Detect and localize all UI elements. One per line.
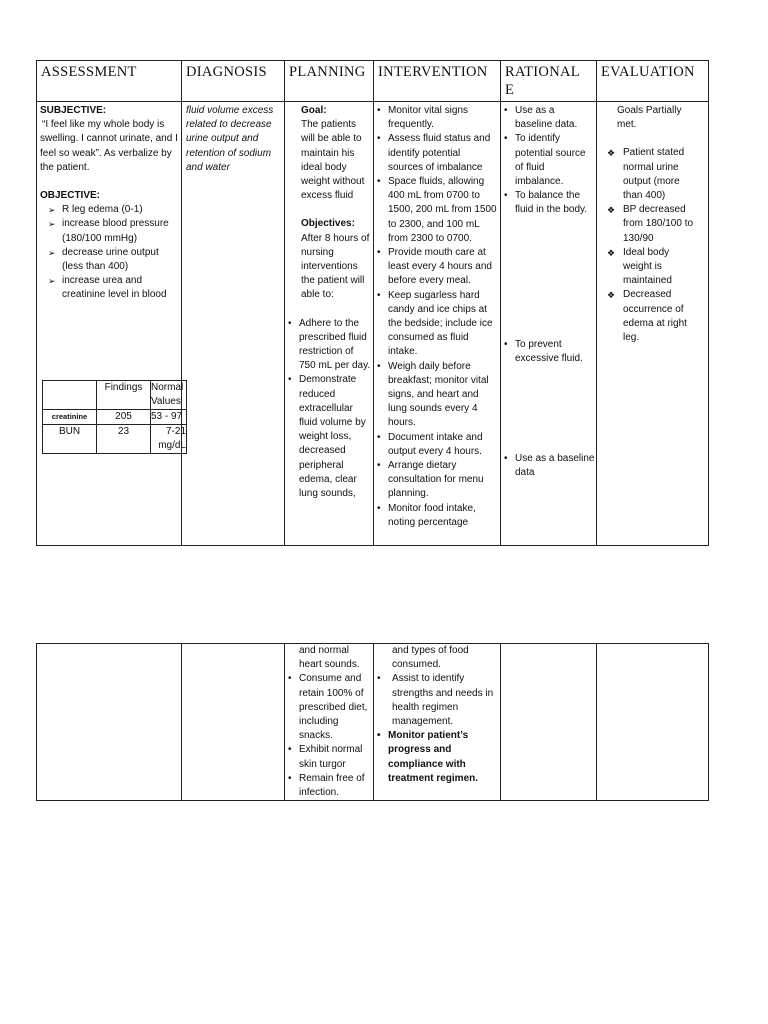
objective-title: OBJECTIVE: — [40, 190, 101, 202]
goal-title: Goal: — [301, 105, 327, 116]
rationale-cell — [501, 102, 597, 546]
list-item: • Monitor vital signs frequently. — [374, 104, 498, 132]
list-item: • Remain free of infection. — [285, 772, 371, 800]
header-row — [37, 61, 709, 102]
content-row — [37, 102, 709, 546]
list-item: ➢ increase blood pressure (180/100 mmHg) — [40, 217, 178, 245]
intervention-cell — [374, 102, 501, 546]
list-item: • Document intake and output every 4 hours. — [374, 431, 498, 459]
list-item: • Provide mouth care at least every 4 hours and before every meal. — [374, 246, 498, 289]
list-item: ❖ Ideal body weight is maintained — [597, 246, 700, 289]
goal-text: The patients will be able to maintain his ideal body weight without excess fluid — [301, 119, 365, 202]
lab-header-blank — [43, 381, 97, 410]
header-evaluation: EVALUATION — [597, 61, 709, 102]
list-item: ❖ BP decreased from 180/100 to 130/90 — [597, 203, 700, 246]
diagnosis-cell — [182, 644, 285, 801]
list-item: • Exhibit normal skin turgor — [285, 743, 371, 771]
lab-normal: 53 - 97 — [151, 410, 187, 425]
list-item: ➢ R leg edema (0-1) — [40, 203, 178, 217]
objectives-title: Objectives: — [301, 218, 355, 230]
diagnosis-text: fluid volume excess related to decrease urine output and retention of sodium and water — [186, 105, 274, 173]
lab-test-name: BUN — [43, 425, 97, 454]
intervention-continuation: and types of food consumed. — [392, 645, 469, 671]
list-item: • Weigh daily before breakfast; monitor vital signs, and heart and lung sounds every 4 hours. — [374, 360, 498, 431]
lab-header-findings: Findings — [97, 381, 151, 410]
evaluation-cell — [597, 644, 709, 801]
rationale-list-3 — [501, 452, 595, 480]
lab-table — [42, 380, 187, 454]
objective-list — [40, 203, 178, 302]
rationale-cell — [501, 644, 597, 801]
list-item: • To identify potential source of fluid imbalance. — [501, 132, 594, 189]
assessment-cell — [37, 102, 186, 546]
list-item: • Assist to identify strengths and needs in health regimen management. — [374, 672, 498, 729]
header-intervention: INTERVENTION — [374, 61, 501, 102]
planning-cell — [285, 102, 374, 546]
list-item: • Monitor food intake, noting percentage — [374, 502, 498, 530]
header-planning: PLANNING — [285, 61, 374, 102]
header-diagnosis: DIAGNOSIS — [182, 61, 285, 102]
evaluation-cell — [597, 102, 709, 546]
subjective-title: SUBJECTIVE: — [40, 105, 107, 116]
list-item: • Arrange dietary consultation for menu planning. — [374, 459, 498, 502]
lab-normal: 7-21 mg/dL — [151, 425, 187, 454]
evaluation-list — [597, 146, 706, 345]
planning-list — [285, 317, 371, 502]
list-item: ➢ increase urea and creatinine level in blood — [40, 274, 178, 302]
list-item: • Use as a baseline data. — [501, 104, 594, 132]
list-item: ➢ decrease urine output (less than 400) — [40, 246, 178, 274]
objectives-text: After 8 hours of nursing interventions the patient will able to: — [301, 232, 370, 301]
list-item: • Use as a baseline data — [501, 452, 595, 480]
list-item: • Monitor patient’s progress and compliance with treatment regimen. — [374, 729, 498, 786]
list-item: • Assess fluid status and identify potential sources of imbalance — [374, 132, 498, 175]
rationale-list-2 — [501, 338, 595, 366]
list-item: • Demonstrate reduced extracellular fluid volume by weight loss, decreased peripheral edema, clear lung sounds, — [285, 373, 371, 501]
list-item: ❖ Decreased occurrence of edema at right leg. — [597, 288, 700, 345]
lab-test-name: creatinine — [43, 410, 97, 425]
subjective-text: “I feel like my whole body is swelling. I cannot urinate, and I feel so weak”. As verbalize by the patient. — [40, 119, 178, 173]
lab-header-normal: Normal Values — [151, 381, 187, 410]
content-row — [37, 644, 709, 801]
list-item: • Space fluids, allowing 400 mL from 0700 to 1500, 200 mL from 1500 to 2300, and 100 mL from 2300 to 0700. — [374, 175, 498, 246]
header-assessment: ASSESSMENT — [37, 61, 182, 102]
list-item: ❖ Patient stated normal urine output (more than 400) — [597, 146, 700, 203]
intervention-cell — [374, 644, 501, 801]
header-rationale: RATIONAL E — [501, 61, 597, 102]
lab-finding: 205 — [97, 410, 151, 425]
assessment-cell — [37, 644, 182, 801]
intervention-list — [374, 104, 498, 530]
planning-list — [285, 672, 371, 800]
rationale-list-1 — [501, 104, 594, 218]
planning-continuation: and normal heart sounds. — [299, 645, 360, 671]
diagnosis-cell — [182, 102, 285, 546]
list-item: • To prevent excessive fluid. — [501, 338, 595, 366]
lab-finding: 23 — [97, 425, 151, 454]
intervention-list — [374, 672, 498, 786]
care-plan-table — [36, 60, 709, 546]
planning-cell — [285, 644, 374, 801]
list-item: • To balance the fluid in the body. — [501, 189, 594, 217]
evaluation-title: Goals Partially met. — [617, 105, 682, 131]
list-item: • Keep sugarless hard candy and ice chips at the bedside; include ice consumed as fluid intake. — [374, 289, 498, 360]
list-item: • Consume and retain 100% of prescribed diet, including snacks. — [285, 672, 371, 743]
list-item: • Adhere to the prescribed fluid restriction of 750 mL per day. — [285, 317, 371, 374]
care-plan-table-continued — [36, 643, 709, 801]
